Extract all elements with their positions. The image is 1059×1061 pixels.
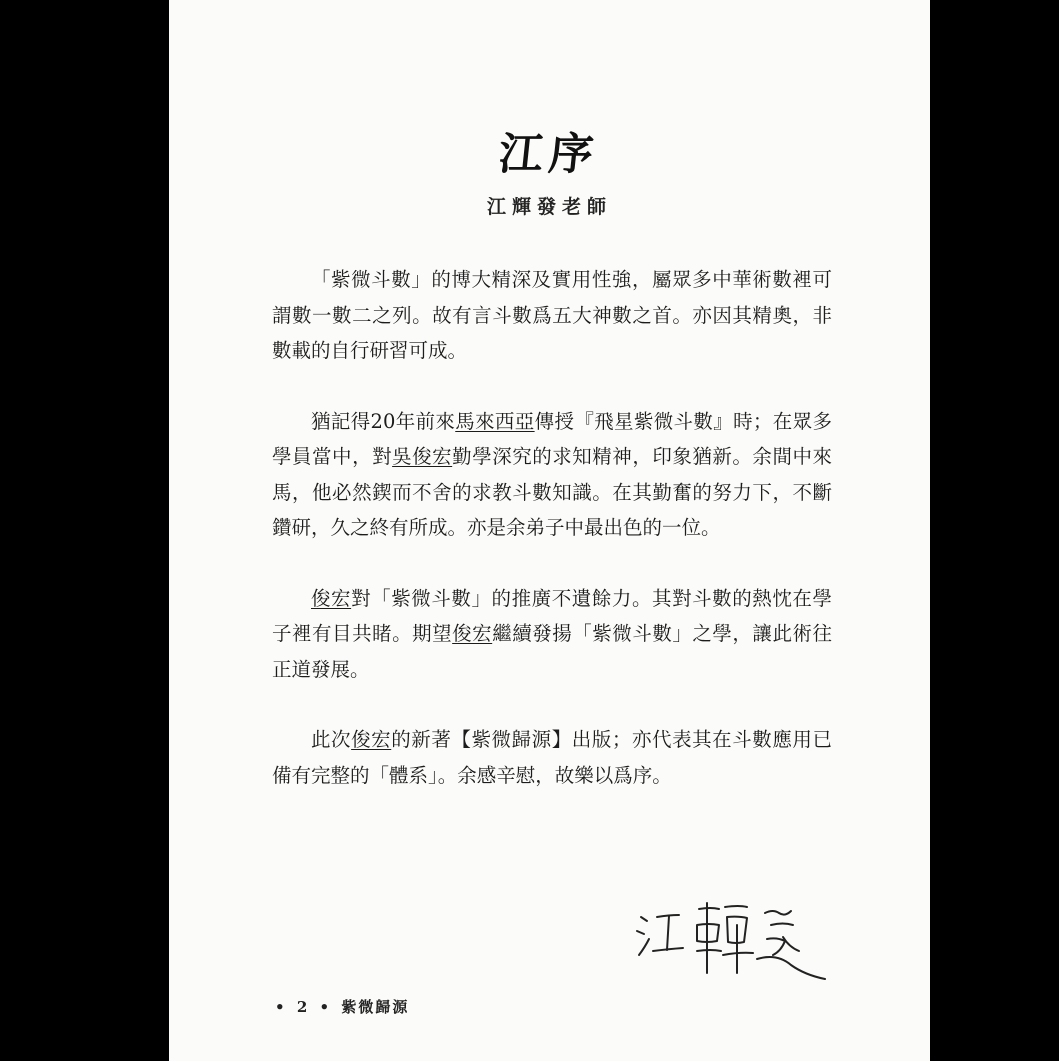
underlined-name: 俊宏 — [351, 728, 392, 751]
paragraph-text: 勤學深究的求知精神，印象猶新。余間中來馬，他必然鍥而不舍的求教斗數知識。在其勤奮的努力下，不斷鑽研，久之終有所成。亦是余弟子中最出色的一位。 — [272, 445, 832, 539]
handwritten-signature — [627, 895, 827, 985]
paragraph-text: 對「紫微斗數」的推廣不遺餘力。其對斗數的熱忱在學子裡有目共睹。期望 — [272, 586, 832, 645]
underlined-name: 俊宏 — [452, 622, 493, 645]
paragraph-text: 此次 — [311, 728, 352, 751]
paragraph-text: 「紫微斗數」的博大精深及實用性強，屬眾多中華術數裡可謂數一數二之列。故有言斗數爲五大神數之首。亦因其精奧，非數載的自行研習可成。 — [272, 268, 832, 362]
page-title: 江序 — [496, 129, 602, 180]
page-number: 2 — [296, 998, 310, 1016]
paragraph-4 — [272, 722, 832, 793]
footer-bullet: • — [275, 998, 287, 1016]
footer-bullet: • — [319, 998, 332, 1016]
author-line: 江輝發老師 — [486, 196, 612, 218]
paragraph-text: 傳授『飛星紫微斗數』時；在眾多學員當中，對 — [272, 409, 832, 468]
underlined-name: 馬來西亞 — [455, 409, 535, 433]
underlined-name: 俊宏 — [311, 586, 352, 610]
book-title: 紫微歸源 — [341, 998, 410, 1016]
paragraph-text: 的新著【紫微歸源】出版；亦代表其在斗數應用已備有完整的「體系」。余感辛慰，故樂以爲序。 — [272, 728, 832, 787]
paragraph-3 — [272, 581, 832, 688]
underlined-name: 吳俊宏 — [392, 445, 453, 468]
page-footer — [275, 996, 412, 1017]
paragraph-1 — [272, 262, 832, 369]
preface-body — [272, 262, 832, 828]
paragraph-text: 猶記得20年前來 — [311, 409, 456, 433]
paragraph-text: 繼續發揚「紫微斗數」之學，讓此術往正道發展。 — [272, 622, 832, 681]
document-page — [169, 0, 930, 1061]
paragraph-2 — [272, 404, 832, 546]
